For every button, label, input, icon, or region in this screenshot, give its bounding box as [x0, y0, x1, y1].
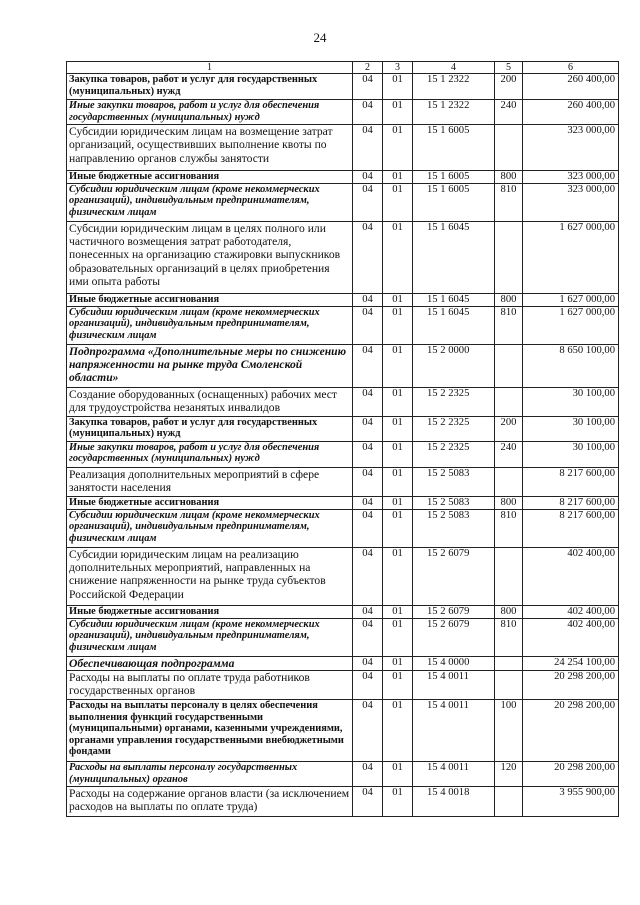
row-name: Иные бюджетные ассигнования [67, 293, 353, 306]
row-csr: 15 2 5083 [413, 467, 495, 496]
row-chapter: 04 [353, 344, 383, 387]
table-row [67, 605, 619, 618]
row-subsection: 01 [383, 605, 413, 618]
header-col-1: 1 [67, 62, 353, 74]
table-row [67, 700, 619, 762]
row-csr: 15 4 0011 [413, 671, 495, 700]
row-chapter: 04 [353, 416, 383, 441]
row-csr: 15 2 0000 [413, 344, 495, 387]
row-chapter: 04 [353, 547, 383, 605]
row-vr [495, 387, 523, 416]
row-subsection: 01 [383, 293, 413, 306]
row-chapter: 04 [353, 125, 383, 171]
row-csr: 15 2 2325 [413, 441, 495, 467]
row-amount: 1 627 000,00 [523, 221, 619, 293]
row-chapter: 04 [353, 100, 383, 125]
table-row [67, 547, 619, 605]
row-amount: 24 254 100,00 [523, 656, 619, 670]
table-row [67, 171, 619, 184]
row-amount: 1 627 000,00 [523, 293, 619, 306]
row-chapter: 04 [353, 496, 383, 509]
table-row [67, 125, 619, 171]
row-subsection: 01 [383, 671, 413, 700]
row-vr: 800 [495, 293, 523, 306]
row-vr: 100 [495, 700, 523, 762]
row-vr: 120 [495, 762, 523, 787]
row-name: Обеспечивающая подпрограмма [67, 656, 353, 670]
row-csr: 15 4 0011 [413, 762, 495, 787]
row-name: Субсидии юридическим лицам (кроме некоммерческих организаций), индивидуальным предпринимателям, физическим лицам [67, 306, 353, 344]
row-name: Иные закупки товаров, работ и услуг для обеспечения государственных (муниципальных) нужд [67, 100, 353, 125]
row-chapter: 04 [353, 306, 383, 344]
row-csr: 15 1 2322 [413, 74, 495, 100]
row-chapter: 04 [353, 441, 383, 467]
row-amount: 20 298 200,00 [523, 762, 619, 787]
table-row [67, 74, 619, 100]
row-subsection: 01 [383, 183, 413, 221]
row-subsection: 01 [383, 467, 413, 496]
row-vr: 800 [495, 171, 523, 184]
row-subsection: 01 [383, 547, 413, 605]
row-csr: 15 2 5083 [413, 496, 495, 509]
row-chapter: 04 [353, 171, 383, 184]
row-amount: 20 298 200,00 [523, 671, 619, 700]
row-subsection: 01 [383, 100, 413, 125]
row-csr: 15 2 6079 [413, 618, 495, 656]
row-vr [495, 125, 523, 171]
row-chapter: 04 [353, 700, 383, 762]
row-name: Иные бюджетные ассигнования [67, 496, 353, 509]
row-chapter: 04 [353, 74, 383, 100]
row-chapter: 04 [353, 221, 383, 293]
row-chapter: 04 [353, 605, 383, 618]
table-row [67, 441, 619, 467]
row-amount: 260 400,00 [523, 100, 619, 125]
row-subsection: 01 [383, 787, 413, 817]
table-row [67, 293, 619, 306]
table-row [67, 183, 619, 221]
row-csr: 15 1 6045 [413, 306, 495, 344]
row-chapter: 04 [353, 762, 383, 787]
row-amount: 323 000,00 [523, 171, 619, 184]
row-vr [495, 547, 523, 605]
row-chapter: 04 [353, 671, 383, 700]
row-subsection: 01 [383, 221, 413, 293]
row-chapter: 04 [353, 509, 383, 547]
table-row [67, 416, 619, 441]
budget-table [66, 61, 619, 817]
row-name: Субсидии юридическим лицам на реализацию дополнительных мероприятий, направленных на снижение напряженности на рынке труда субъектов Российской Федерации [67, 547, 353, 605]
row-name: Иные бюджетные ассигнования [67, 605, 353, 618]
row-chapter: 04 [353, 293, 383, 306]
row-subsection: 01 [383, 74, 413, 100]
row-vr: 800 [495, 605, 523, 618]
row-vr [495, 221, 523, 293]
row-amount: 30 100,00 [523, 416, 619, 441]
header-col-2: 2 [353, 62, 383, 74]
row-subsection: 01 [383, 125, 413, 171]
row-name: Расходы на содержание органов власти (за исключением расходов на выплаты по оплате труда) [67, 787, 353, 817]
row-csr: 15 4 0018 [413, 787, 495, 817]
row-name: Субсидии юридическим лицам (кроме некоммерческих организаций), индивидуальным предпринимателям, физическим лицам [67, 618, 353, 656]
table-row [67, 306, 619, 344]
row-chapter: 04 [353, 656, 383, 670]
row-amount: 8 650 100,00 [523, 344, 619, 387]
row-name: Субсидии юридическим лицам на возмещение затрат организаций, осуществивших выполнение квоты по направлению органов службы занятости [67, 125, 353, 171]
row-vr: 810 [495, 509, 523, 547]
table-row [67, 387, 619, 416]
row-csr: 15 2 6079 [413, 605, 495, 618]
row-csr: 15 1 6045 [413, 221, 495, 293]
header-col-3: 3 [383, 62, 413, 74]
header-col-5: 5 [495, 62, 523, 74]
row-amount: 30 100,00 [523, 441, 619, 467]
row-amount: 402 400,00 [523, 547, 619, 605]
header-col-6: 6 [523, 62, 619, 74]
table-row [67, 496, 619, 509]
table-row [67, 344, 619, 387]
row-csr: 15 1 6005 [413, 171, 495, 184]
row-name: Закупка товаров, работ и услуг для государственных (муниципальных) нужд [67, 416, 353, 441]
row-vr [495, 344, 523, 387]
row-vr: 810 [495, 306, 523, 344]
row-name: Иные закупки товаров, работ и услуг для обеспечения государственных (муниципальных) нужд [67, 441, 353, 467]
row-name: Подпрограмма «Дополнительные меры по снижению напряженности на рынке труда Смоленской области» [67, 344, 353, 387]
page-number: 24 [313, 30, 327, 45]
row-amount: 323 000,00 [523, 183, 619, 221]
table-row [67, 100, 619, 125]
table-row [67, 467, 619, 496]
row-chapter: 04 [353, 387, 383, 416]
row-name: Расходы на выплаты по оплате труда работников государственных органов [67, 671, 353, 700]
row-csr: 15 2 5083 [413, 509, 495, 547]
row-amount: 30 100,00 [523, 387, 619, 416]
table-row [67, 221, 619, 293]
row-name: Субсидии юридическим лицам в целях полного или частичного возмещения затрат работодателя, понесенных на организацию стажировки выпускников образовательных организаций в целях приобретения ими опыта работы [67, 221, 353, 293]
row-csr: 15 1 6005 [413, 125, 495, 171]
row-amount: 323 000,00 [523, 125, 619, 171]
row-subsection: 01 [383, 306, 413, 344]
row-vr [495, 656, 523, 670]
table-row [67, 618, 619, 656]
row-subsection: 01 [383, 387, 413, 416]
row-subsection: 01 [383, 171, 413, 184]
row-csr: 15 1 2322 [413, 100, 495, 125]
row-subsection: 01 [383, 618, 413, 656]
row-subsection: 01 [383, 762, 413, 787]
table-row [67, 787, 619, 817]
row-vr [495, 671, 523, 700]
row-csr: 15 1 6045 [413, 293, 495, 306]
row-vr: 240 [495, 441, 523, 467]
header-col-4: 4 [413, 62, 495, 74]
row-vr: 810 [495, 183, 523, 221]
table-row [67, 762, 619, 787]
row-amount: 8 217 600,00 [523, 467, 619, 496]
row-amount: 8 217 600,00 [523, 509, 619, 547]
row-name: Реализация дополнительных мероприятий в сфере занятости населения [67, 467, 353, 496]
row-vr: 200 [495, 74, 523, 100]
row-chapter: 04 [353, 467, 383, 496]
table-row [67, 509, 619, 547]
row-csr: 15 4 0011 [413, 700, 495, 762]
row-amount: 402 400,00 [523, 605, 619, 618]
row-subsection: 01 [383, 441, 413, 467]
row-chapter: 04 [353, 618, 383, 656]
table-row [67, 656, 619, 670]
row-name: Субсидии юридическим лицам (кроме некоммерческих организаций), индивидуальным предпринимателям, физическим лицам [67, 183, 353, 221]
row-chapter: 04 [353, 787, 383, 817]
row-csr: 15 2 2325 [413, 387, 495, 416]
row-name: Создание оборудованных (оснащенных) рабочих мест для трудоустройства незанятых инвалидов [67, 387, 353, 416]
row-subsection: 01 [383, 344, 413, 387]
header-row [67, 62, 619, 74]
row-csr: 15 4 0000 [413, 656, 495, 670]
row-vr [495, 787, 523, 817]
row-amount: 1 627 000,00 [523, 306, 619, 344]
row-amount: 260 400,00 [523, 74, 619, 100]
row-name: Закупка товаров, работ и услуг для государственных (муниципальных) нужд [67, 74, 353, 100]
row-amount: 8 217 600,00 [523, 496, 619, 509]
row-amount: 20 298 200,00 [523, 700, 619, 762]
row-vr: 200 [495, 416, 523, 441]
row-name: Расходы на выплаты персоналу в целях обеспечения выполнения функций государственными (муниципальными) органами, казенными учреждениями, органами управления государственными внебюджетными фондами [67, 700, 353, 762]
row-csr: 15 1 6005 [413, 183, 495, 221]
row-name: Иные бюджетные ассигнования [67, 171, 353, 184]
row-subsection: 01 [383, 416, 413, 441]
row-vr: 800 [495, 496, 523, 509]
row-vr: 810 [495, 618, 523, 656]
row-amount: 402 400,00 [523, 618, 619, 656]
row-name: Субсидии юридическим лицам (кроме некоммерческих организаций), индивидуальным предпринимателям, физическим лицам [67, 509, 353, 547]
row-subsection: 01 [383, 509, 413, 547]
row-csr: 15 2 6079 [413, 547, 495, 605]
row-name: Расходы на выплаты персоналу государственных (муниципальных) органов [67, 762, 353, 787]
row-subsection: 01 [383, 496, 413, 509]
row-subsection: 01 [383, 700, 413, 762]
row-vr: 240 [495, 100, 523, 125]
row-csr: 15 2 2325 [413, 416, 495, 441]
row-subsection: 01 [383, 656, 413, 670]
row-chapter: 04 [353, 183, 383, 221]
row-amount: 3 955 900,00 [523, 787, 619, 817]
row-vr [495, 467, 523, 496]
table-row [67, 671, 619, 700]
